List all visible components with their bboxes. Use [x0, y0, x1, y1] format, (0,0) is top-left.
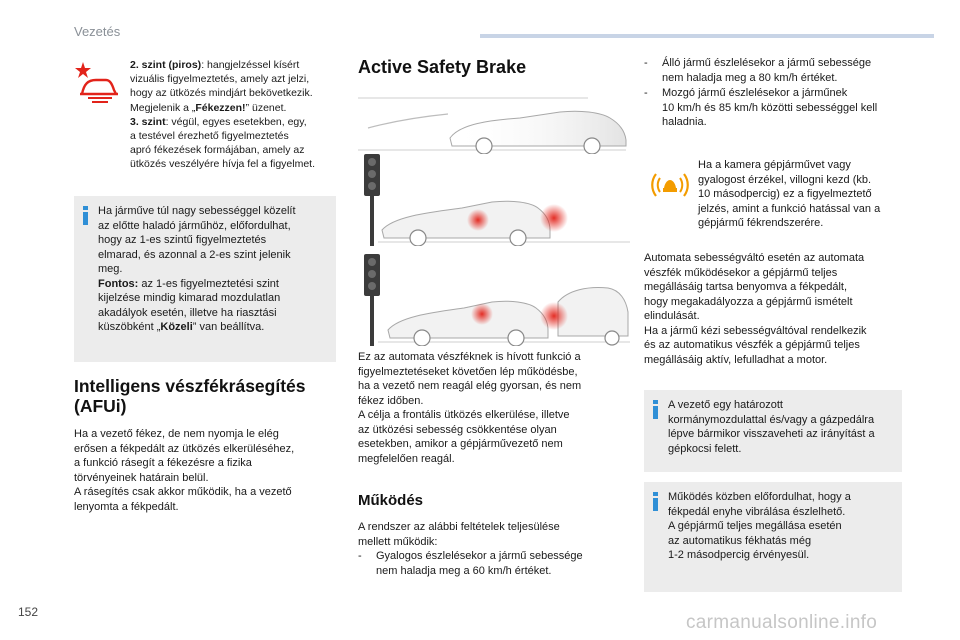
camera-text: Ha a kamera gépjárművet vagy gyalogost érzékel, villogni kezd (kb. 10 másodpercig) ez a figyelmeztető jelzés, amint a funkció hatással van a gépjármű fékrendszerére. — [698, 159, 881, 229]
asb-description: Ez az automata vészféknek is hívott funkció a figyelmeztetéseket követően lép működésbe, ha a vezető nem reagál elég gyorsan, és nem fékez időben. A célja a frontális ütközés elkerülése, illetve az ütközési sebesség csökkentése olyan esetekben, amikor a gépjárművezető nem megfelelően reagál. — [358, 351, 582, 465]
info-icon — [652, 400, 659, 419]
afu-text: Ha a vezető fékez, de nem nyomja le elég erősen a fékpedált az ütközés elkerüléséhez, a funkció rásegít a fékezésre a fizika törvényeinek határain belül. A rásegítés csak akkor működik, ha a vezető lenyomta a fékpedált. — [74, 428, 295, 513]
camera-warning-icon — [648, 166, 692, 204]
header-bar — [480, 34, 934, 38]
warning-levels: 2. szint (piros): hangjelzéssel kísért vizuális figyelmeztetés, amely azt jelzi, hogy az ütközés mindjárt bekövetkezik. Megjelenik a „Fékezzen!” üzenet. 3. szint: végül, egyes esetekben, egy, a testével érezhető figyelmeztetés apró fékezések formájában, amely az ütközés veszélyére hívja fel a figyelmet. — [130, 59, 316, 171]
crash-alert-icon — [74, 60, 120, 104]
operation-title: Működés — [358, 492, 424, 509]
asb-title: Active Safety Brake — [358, 57, 527, 77]
info-icon — [652, 492, 659, 511]
info-icon — [82, 206, 89, 225]
operation-text: A rendszer az alábbi feltételek teljesülése mellett működik: — [358, 521, 560, 548]
traffic-light-illustration-2 — [358, 254, 630, 346]
bullet-pedestrian: - Gyalogos észlelésekor a jármű sebessége nem haladja meg a 60 km/h értéket. — [358, 550, 583, 577]
note3-text: Működés közben előfordulhat, hogy a fékpedál enyhe vibrálása észlelhető. A gépjármű teljes megállása esetén az automatikus fékhatás még 1-2 másodpercig érvényesül. — [668, 491, 851, 561]
watermark: carmanualsonline.info — [686, 612, 878, 633]
bullet-stationary: - Álló jármű észlelésekor a jármű sebessége nem haladja meg a 80 km/h értéket. — [644, 57, 872, 84]
note1-text: Ha járműve túl nagy sebességgel közelít az előtte haladó járműhöz, előfordulhat, hogy az 1-es szintű figyelmeztetés elmarad, és azonnal a 2-es szint jelenik meg. — [98, 205, 296, 275]
traffic-light-illustration-1 — [358, 154, 630, 246]
page-number: 152 — [18, 605, 39, 619]
car-radar-illustration — [358, 90, 630, 154]
section-header: Vezetés — [74, 24, 121, 39]
bullet-moving: - Mozgó jármű észlelésekor a járműnek 10 km/h és 85 km/h közötti sebességgel kell haladnia. — [644, 87, 878, 128]
note2-text: A vezető egy határozott kormánymozdulattal és/vagy a gázpedálra lépve bármikor visszaveheti az irányítást a gépkocsi felett. — [668, 399, 875, 455]
afu-title: Intelligens vészfékrásegítés (AFUi) — [74, 376, 306, 416]
info-note-3 — [644, 482, 902, 592]
info-note-1: Ha járműve túl nagy sebességgel közelít az előtte haladó járműhöz, előfordulhat, hogy az 1-es szintű figyelmeztetés elmarad, és azonnal a 2-es szint jelenik meg. Fontos: az 1-es figyelmeztetési szint kijelzése mindig kimarad mozdulatlan akadályok esetén, illetve ha riasztási küszöbként „Közeli” van beállítva. — [74, 196, 336, 362]
automatic-transmission-text: Automata sebességváltó esetén az automata vészfék működésekor a gépjármű teljes megállásáig tartsa benyomva a fékpedált, hogy megakadályozza a gépjármű ismételt elindulását. Ha a jármű kézi sebességváltóval rendelkezik és az automatikus vészfék a gépjármű teljes megállásáig aktív, lefulladhat a motor. — [644, 252, 867, 366]
info-note-2 — [644, 390, 902, 472]
